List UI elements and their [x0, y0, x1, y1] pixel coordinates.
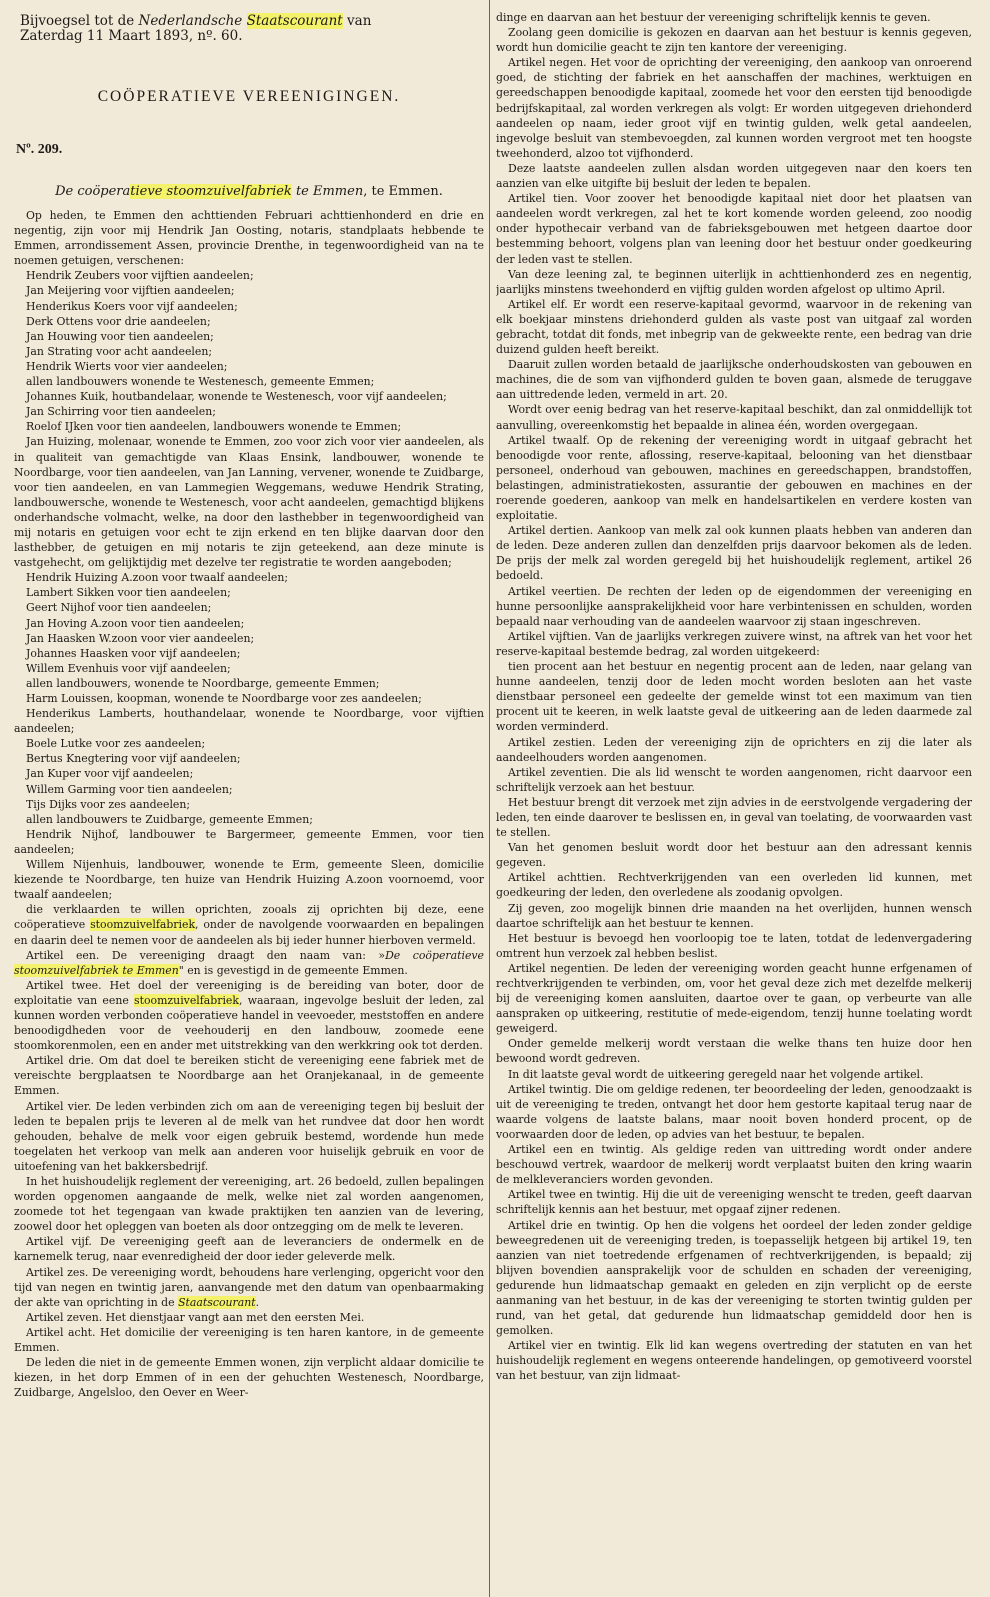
paragraph: Willem Nijenhuis, landbouwer, wonende te Erm, gemeente Sleen, domicilie kiezende te Noordbarge, ten huize van Hendrik Huizing A.zoon voornoemd, voor twaalf aandeelen; [14, 858, 484, 902]
paragraph: Artikel drie. Om dat doel te bereiken sticht de vereeniging eene fabriek met de vereischte bergplaatsen te Noordbarge aan het Oranjekanaal, in de gemeente Emmen. [14, 1054, 484, 1098]
paragraph: Artikel achttien. Rechtverkrijgenden van een overleden lid kunnen, met goedkeuring der leden, den overledene als zoodanig opvolgen. [496, 871, 972, 900]
paragraph: die verklaarden te willen oprichten, zooals zij oprichten bij deze, eene coöperatieve stoomzuivelfabriek, onder de navolgende voorwaarden en bepalingen en daarin deel te nemen voor de aandeelen als bij ieder hunner hierboven vermeld. [14, 903, 484, 947]
paragraph: Jan Haasken W.zoon voor vier aandeelen; [26, 631, 255, 645]
paragraph: Jan Schirring voor tien aandeelen; [26, 405, 216, 419]
search-highlight: Staatscourant [178, 1295, 256, 1309]
paragraph: Artikel zestien. Leden der vereeniging zijn de oprichters en zij die later als aandeelhouders worden aangenomen. [496, 735, 972, 764]
search-highlight: Staatscourant [246, 13, 343, 29]
paragraph: Jan Meijering voor vijftien aandeelen; [26, 284, 235, 298]
paragraph: Van het genomen besluit wordt door het bestuur aan den adressant kennis gegeven. [496, 841, 972, 870]
paragraph: tien procent aan het bestuur en negentig procent aan de leden, naar gelang van hunne aandeelen, tenzij door de leden mocht worden besloten aan het vaste dienstbaar personeel een gedeelte der gemelde winst tot een maximum van tien procent uit te keeren, in welk laatste geval de uitkeering aan de leden daarmede zal worden verminderd. [496, 660, 972, 734]
paragraph: Derk Ottens voor drie aandeelen; [26, 314, 211, 328]
paragraph: Het bestuur is bevoegd hen voorloopig toe te laten, totdat de ledenvergadering omtrent hun verzoek zal hebben beslist. [496, 931, 972, 960]
paragraph: Zoolang geen domicilie is gekozen en daarvan aan het bestuur is kennis gegeven, wordt hun domicilie geacht te zijn ten kantore der vereeniging. [496, 26, 972, 55]
paragraph-list [14, 1053, 484, 1264]
paragraph: Artikel elf. Er wordt een reserve-kapitaal gevormd, waarvoor in de rekening van elk boekjaar minstens driehonderd gulden als vaste post van uitgaaf zal worden gebracht, totdat dit fonds, met inbegrip van de gekweekte rente, een bedrag van drie duizend gulden heeft bereikt. [496, 297, 972, 357]
paragraph: allen landbouwers wonende te Westenesch, gemeente Emmen; [26, 375, 375, 389]
paragraph: Geert Nijhof voor tien aandeelen; [26, 601, 212, 615]
paragraph: Lambert Sikken voor tien aandeelen; [26, 586, 231, 600]
paragraph: Het bestuur brengt dit verzoek met zijn advies in de eerstvolgende vergadering der leden, ten einde daarover te beslissen en, in geval van toelating, de voorwaarden vast te stellen. [496, 795, 972, 840]
paragraph: Jan Huizing, molenaar, wonende te Emmen, zoo voor zich voor vier aandeelen, als in qualiteit van gemachtigde van Klaas Ensink, landbouwer, wonende te Noordbarge, voor tien aandeelen, van Jan Lanning, vervener, wonende te Zuidbarge, voor tien aandeelen, en van Lammegien Weggemans, weduwe Hendrik Strating, landbouwersche, wonende te Westenesch, voor acht aandeelen, gemachtigd blijkens onderhandsche volmacht, welke, na door den lasthebber in tegenwoordigheid van mij notaris en getuigen voor echt te zijn erkend en ten blijke daarvan door den lasthebber, de getuigen en mij notaris te zijn geteekend, aan deze minute is vastgehecht, om gelijktijdig met dezelve ter registratie te worden aangeboden; [14, 435, 484, 570]
paragraph: Johannes Kuik, houtbandelaar, wonende te Westenesch, voor vijf aandeelen; [26, 390, 447, 404]
paragraph: Artikel zes. De vereeniging wordt, behoudens hare verlenging, opgericht voor den tijd van negen en twintig jaren, aanvangende met den datum van openbaarmaking der akte van oprichting in de Staatscourant. [14, 1265, 484, 1309]
paragraph: Jan Houwing voor tien aandeelen; [26, 329, 214, 343]
paragraph: dinge en daarvan aan het bestuur der vereeniging schriftelijk kennis te geven. [496, 11, 931, 24]
paragraph: Hendrik Wierts voor vier aandeelen; [26, 359, 228, 373]
search-highlight: stoomzuivelfabriek te Emmen [14, 963, 179, 977]
paragraph: Hendrik Zeubers voor vijftien aandeelen; [26, 269, 254, 283]
left-body-text [14, 208, 484, 1400]
paragraph: Van deze leening zal, te beginnen uiterlijk in achttienhonderd zes en negentig, jaarlijks minstens tweehonderd en vijftig gulden worden afgelost op ultimo April. [496, 267, 972, 296]
paragraph: Roelof IJken voor tien aandeelen, landbouwers wonende te Emmen; [26, 420, 402, 434]
paragraph: In het huishoudelijk reglement der vereeniging, art. 26 bedoeld, zullen bepalingen worden opgenomen aangaande de melk, welke niet zal worden aangenomen, zoomede tot het tegengaan van kwade praktijken ten aanzien van de levering, zoowel door het opleggen van boeten als door ontzegging om de melk te leveren. [14, 1175, 484, 1234]
paragraph: Artikel twee. Het doel der vereeniging is de bereiding van boter, door de exploitatie van eene stoomzuivelfabriek, waaraan, ingevolge besluit der leden, zal kunnen worden verbonden coöperatieve handel in veevoeder, meststoffen en andere benoodigdheden voor de veehouderij en den landbouw, zoomede eene stoomkorenmolen, een en ander met uitstrekking van den werkkring ook tot derden. [14, 978, 484, 1053]
paragraph: Artikel tien. Voor zoover het benoodigde kapitaal niet door het plaatsen van aandeelen wordt verkregen, zal het te kort komende worden geleend, zoo noodig onder hypothecair verband van de fabrieksgebouwen met hetgeen daartoe door bestemming behoort, volgens plan van leening door het bestuur onder goedkeuring der leden vast te stellen. [496, 192, 972, 266]
paragraph: Artikel acht. Het domicilie der vereeniging is ten haren kantore, in de gemeente Emmen. [14, 1325, 484, 1355]
paragraph: Artikel zeventien. Die als lid wenscht te worden aangenomen, richt daarvoor een schriftelijk verzoek aan het bestuur. [496, 765, 972, 794]
paragraph: Daaruit zullen worden betaald de jaarlijksche onderhoudskosten van gebouwen en machines, die de som van vijfhonderd gulden te boven gaan, alsmede de teruggave aan uittredende leden, vermeld in art. 20. [496, 358, 972, 402]
search-highlight: stoomzuivelfabriek [134, 993, 239, 1007]
search-highlight: stoomzuivelfabriek [90, 918, 196, 932]
header-line-2: Zaterdag 11 Maart 1893, nº. 60. [20, 28, 243, 44]
paragraph: Artikel negentien. De leden der vereeniging worden geacht hunne erfgenamen of rechtverkrijgenden te verbinden, om, voor het geval deze zich met dezelfde melkerij bij de vereeniging komen aansluiten, daartoe over te gaan, op verbeurte van alle aanspraken op uitkeering, restitutie of mede-eigendom, tenzij hunne toelating wordt geweigerd. [496, 961, 972, 1036]
paragraph: In dit laatste geval wordt de uitkeering geregeld naar het volgende artikel. [508, 1067, 924, 1081]
paragraph: Artikel zeven. Het dienstjaar vangt aan met den eersten Mei. [26, 1310, 365, 1324]
paragraph: allen landbouwers, wonende te Noordbarge, gemeente Emmen; [26, 676, 380, 690]
paragraph: Artikel vier en twintig. Elk lid kan wegens overtreding der statuten en van het huishoudelijk reglement en wegens onteerende handelingen, op gemotiveerd voorstel van het bestuur, van zijn lidmaat- [496, 1339, 972, 1383]
search-highlight: tieve stoomzuivelfabriek [130, 184, 292, 199]
paragraph: Henderikus Lamberts, houthandelaar, wonende te Noordbarge, voor vijftien aandeelen; [14, 707, 484, 736]
paragraph: Artikel negen. Het voor de oprichting der vereeniging, den aankoop van onroerend goed, de stichting der fabriek en het aanschaffen der machines, werktuigen en gereedschappen benoodigde kapitaal, zoomede het voor den eersten tijd benoodigde bedrijfskapitaal, zal worden verkregen als volgt: Er worden uitgegeven driehonderd aandeelen op naam, ieder groot vijf en twintig gulden, welk getal aandeelen, ingevolge besluit van stembevoegden, zal kunnen worden vergroot met ten hoogste tweehonderd, alzoo tot vijfhonderd. [496, 56, 972, 160]
paragraph: Artikel veertien. De rechten der leden op de eigendommen der vereeniging en hunne persoonlijke aansprakelijkheid voor hare verbintenissen en schulden, worden bepaald naar verhouding van de aandeelen waarvoor zij staan ingeschreven. [496, 584, 972, 628]
paragraph: Zij geven, zoo mogelijk binnen drie maanden na het overlijden, hunnen wensch daartoe schriftelijk aan het bestuur te kennen. [496, 901, 972, 930]
paragraph: Op heden, te Emmen den achttienden Februari achttienhonderd en drie en negentig, zijn voor mij Hendrik Jan Oosting, notaris, standplaats hebbende te Emmen, arrondissement Assen, provincie Drenthe, in tegenwoordigheid van na te noemen getuigen, verschenen: [14, 209, 484, 268]
paragraph: Tijs Dijks voor zes aandeelen; [26, 797, 191, 811]
paragraph-list [14, 208, 484, 902]
section-title: COÖPERATIEVE VEREENIGINGEN. [97, 88, 401, 105]
paragraph: Onder gemelde melkerij wordt verstaan die welke thans ten huize door hen bewoond wordt gedreven. [496, 1037, 972, 1066]
paragraph: Bertus Knegtering voor vijf aandeelen; [26, 752, 241, 766]
right-body-text [496, 10, 972, 1384]
paragraph: Artikel twaalf. Op de rekening der vereeniging wordt in uitgaaf gebracht het benoodigde voor rente, aflossing, reserve-kapitaal, belooning van het dienstbaar personeel, onderhoud van gebouwen, machines en gereedschappen, brandstoffen, belastingen, administratiekosten, assurantie der gebouwen en machines en der roerende goederen, aankoop van melk en handelsartikelen en verdere kosten van exploitatie. [496, 433, 972, 523]
entry-number: Nº. 209. [16, 142, 63, 157]
paragraph: Wordt over eenig bedrag van het reserve-kapitaal beschikt, dan zal onmiddellijk tot aanvulling, overeenkomstig het bepaalde in alinea één, worden overgegaan. [496, 403, 972, 432]
column-rule [489, 0, 490, 1597]
entry-subtitle: De coöperatieve stoomzuivelfabriek te Emmen, te Emmen. [55, 184, 443, 199]
page-header [20, 14, 484, 44]
paragraph: Johannes Haasken voor vijf aandeelen; [26, 646, 241, 660]
paragraph: Willem Evenhuis voor vijf aandeelen; [26, 661, 231, 675]
paragraph: Artikel een. De vereeniging draagt den naam van: »De coöperatieve stoomzuivelfabriek te Emmen" en is gevestigd in de gemeente Emmen. [14, 948, 484, 977]
paragraph: Jan Hoving A.zoon voor tien aandeelen; [26, 616, 245, 630]
paragraph: Artikel een en twintig. Als geldige reden van uittreding wordt onder andere beschouwd vertrek, waardoor de melkerij wordt verplaatst buiten den kring waarin de melkleveranciers worden gevonden. [496, 1143, 972, 1187]
paragraph: Jan Strating voor acht aandeelen; [26, 344, 213, 358]
paragraph: Artikel vijftien. Van de jaarlijks verkregen zuivere winst, na aftrek van het voor het reserve-kapitaal bestemde bedrag, zal worden uitgekeerd: [496, 629, 972, 658]
paragraph: Henderikus Koers voor vijf aandeelen; [26, 299, 238, 313]
paragraph: Artikel vijf. De vereeniging geeft aan de leveranciers de ondermelk en de karnemelk terug, naar evenredigheid der door ieder geleverde melk. [14, 1235, 484, 1264]
paragraph: Artikel vier. De leden verbinden zich om aan de vereeniging tegen bij besluit der leden te bepalen prijs te leveren al de melk van het rundvee dat door hen wordt gehouden, behalve de melk voor eigen gebruik bestemd, wordende hun mede toegelaten het verkoop van melk aan anderen voor huiselijk gebruik en voor de uitoefening van het bakkersbedrijf. [14, 1099, 484, 1173]
paragraph: Willem Garming voor tien aandeelen; [26, 782, 233, 796]
header-line-1: Bijvoegsel tot de Nederlandsche Staatscourant van [20, 13, 372, 29]
paragraph: Artikel twee en twintig. Hij die uit de vereeniging wenscht te treden, geeft daarvan schriftelijk kennis aan het bestuur, met opgaaf zijner redenen. [496, 1188, 972, 1217]
paragraph: Artikel twintig. Die om geldige redenen, ter beoordeeling der leden, genoodzaakt is uit de vereeniging te treden, ontvangt het door hem gestorte kapitaal terug naar de waarde volgens de laatste balans, maar nooit boven honderd procent, op de voorwaarden door de leden, op advies van het bestuur, te bepalen. [496, 1082, 972, 1141]
right-column [496, 0, 972, 1597]
paragraph: Jan Kuper voor vijf aandeelen; [26, 767, 194, 781]
paragraph: Hendrik Huizing A.zoon voor twaalf aandeelen; [26, 571, 289, 585]
paragraph: Boele Lutke voor zes aandeelen; [26, 737, 206, 751]
paragraph: Harm Louissen, koopman, wonende te Noordbarge voor zes aandeelen; [26, 692, 422, 705]
paragraph: Artikel drie en twintig. Op hen die volgens het oordeel der leden zonder geldige beweegredenen uit de vereeniging treden, is toepasselijk hetgeen bij artikel 19, ten aanzien van niet toetredende erfgenamen of rechtverkrijgenden, is bepaald; zij blijven bovendien aansprakelijk voor de schulden en schaden der vereeniging, gedurende hun lidmaatschap gemaakt en geleden en zijn verplicht op de eerste aanmaning van het bestuur, in de kas der vereeniging te storten twintig gulden per rund, van het getal, dat gedurende hun lidmaatschap gemiddeld door hen is gemolken. [496, 1218, 972, 1338]
paragraph: De leden die niet in de gemeente Emmen wonen, zijn verplicht aldaar domicilie te kiezen, in het dorp Emmen of in een der gehuchten Westenesch, Noordbarge, Zuidbarge, Angelsloo, den Oever en Weer- [14, 1356, 484, 1400]
paragraph: Hendrik Nijhof, landbouwer te Bargermeer, gemeente Emmen, voor tien aandeelen; [14, 827, 484, 856]
paragraph: allen landbouwers te Zuidbarge, gemeente Emmen; [26, 812, 313, 826]
paragraph-list [14, 1310, 484, 1401]
paragraph: Deze laatste aandeelen zullen alsdan worden uitgegeven naar den koers ten aanzien van elke uitgifte bij besluit der leden te bepalen. [496, 161, 972, 191]
left-column [14, 0, 484, 1597]
paragraph: Artikel dertien. Aankoop van melk zal ook kunnen plaats hebben van anderen dan de leden. Deze anderen zullen dan denzelfden prijs daarvoor bekomen als de leden. De prijs der melk zal worden geregeld bij het huishoudelijk reglement, artikel 26 bedoeld. [496, 524, 972, 583]
